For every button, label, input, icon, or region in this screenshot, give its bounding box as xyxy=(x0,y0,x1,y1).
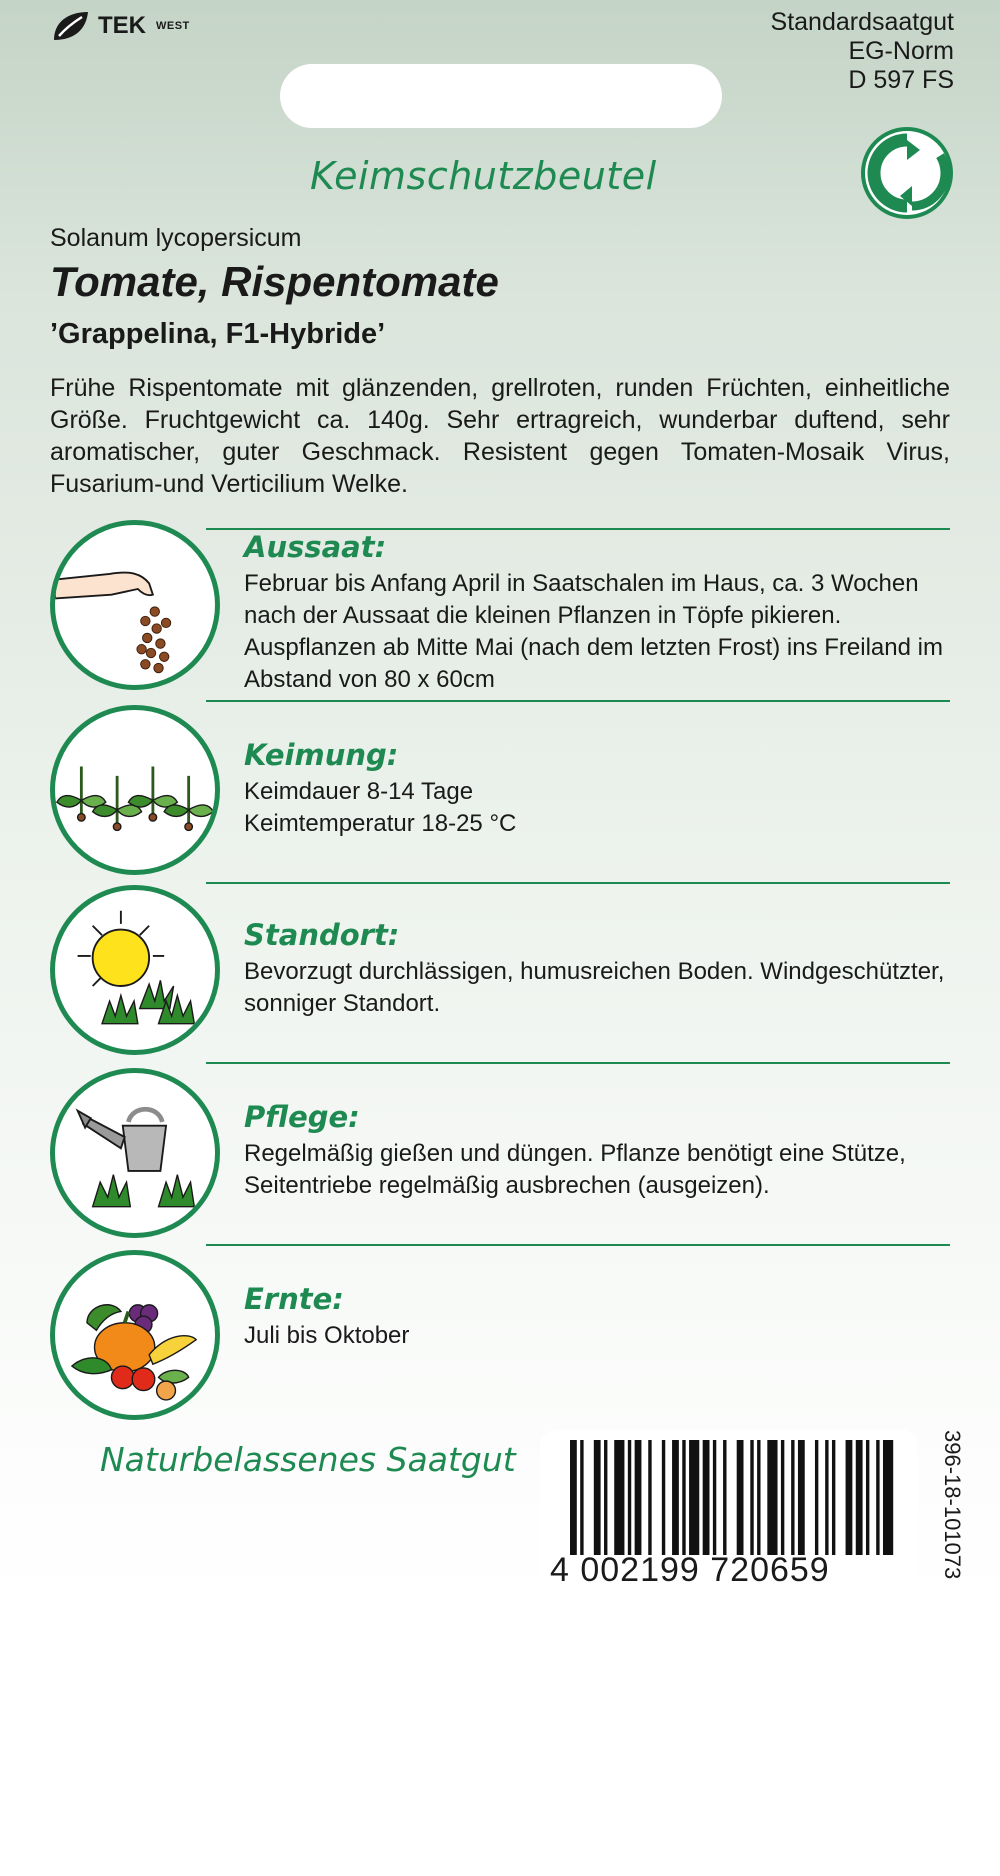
barcode-bar xyxy=(570,1440,577,1555)
barcode-bar xyxy=(635,1440,642,1555)
section-heading-location: Standort: xyxy=(244,918,400,952)
section-text-germination xyxy=(244,776,954,840)
product-title: Tomate, Rispentomate xyxy=(50,258,499,305)
barcode-bar xyxy=(594,1440,601,1555)
section-text-location: Bevorzugt durchlässigen, humusreichen Boden. Windgeschützter, sonniger Standort. xyxy=(244,958,945,1017)
norm-line-2: EG-Norm xyxy=(848,37,954,65)
barcode-bar xyxy=(832,1440,835,1555)
barcode-bar xyxy=(883,1440,893,1555)
barcode-bar xyxy=(866,1440,869,1555)
barcode-bar xyxy=(815,1440,818,1555)
product-description: Frühe Rispentomate mit glänzenden, grellroten, runden Früchten, einheitliche Größe. Fruchtgewicht ca. 140g. Sehr ertragreich, wunderbar duftend, sehr aromatischer, guter Geschmack. Resistent gegen Tomaten-Mosaik Virus, Fusarium-und Verticilium Welke. xyxy=(50,374,950,498)
brand-name: TEK xyxy=(98,12,146,39)
sowing-hand-icon xyxy=(50,520,220,690)
section-heading-harvest: Ernte: xyxy=(244,1282,344,1316)
norm-line-1: Standardsaatgut xyxy=(770,8,954,36)
barcode-bar xyxy=(689,1440,699,1555)
germination-temperature: Keimtemperatur 18-25 °C xyxy=(244,810,517,837)
barcode-bar xyxy=(781,1440,784,1555)
section-divider xyxy=(206,882,950,884)
seed-norm-info xyxy=(771,8,954,95)
barcode-bar xyxy=(750,1440,753,1555)
barcode-bar xyxy=(791,1440,794,1555)
barcode-box xyxy=(540,1430,918,1602)
watering-can-icon xyxy=(50,1068,220,1238)
section-text-sowing: Februar bis Anfang April in Saatschalen im Haus, ca. 3 Wochen nach der Aussaat die kleinen Pflanzen in Töpfe pikieren. Auspflanzen ab Mitte Mai (nach dem letzten Frost) ins Freiland im Abstand von 80 x 60cm xyxy=(244,570,943,693)
barcode-bar xyxy=(737,1440,744,1555)
barcode-bar xyxy=(672,1440,679,1555)
section-heading-germination: Keimung: xyxy=(244,738,399,772)
section-divider xyxy=(206,700,950,702)
norm-line-3: D 597 FS xyxy=(848,66,954,94)
germination-duration: Keimdauer 8-14 Tage xyxy=(244,778,474,805)
barcode-bar xyxy=(876,1440,879,1555)
section-divider xyxy=(206,1244,950,1246)
barcode-bar xyxy=(703,1440,710,1555)
barcode-icon xyxy=(570,1440,900,1555)
sun-plants-icon xyxy=(50,885,220,1055)
natural-seed-slogan: Naturbelassenes Saatgut xyxy=(100,1440,516,1479)
blank-label-field xyxy=(280,64,722,128)
barcode-bar xyxy=(648,1440,651,1555)
barcode-bar xyxy=(580,1440,583,1555)
barcode-bar xyxy=(825,1440,828,1555)
section-text-care: Regelmäßig gießen und düngen. Pflanze benötigt eine Stütze, Seitentriebe regelmäßig ausbrechen (ausgeizen). xyxy=(244,1140,906,1199)
article-code-text: 396-18-101073 xyxy=(940,1430,965,1580)
section-heading-care: Pflege: xyxy=(244,1100,360,1134)
germ-protection-bag-label: Keimschutzbeutel xyxy=(310,154,657,198)
barcode-bar xyxy=(856,1440,863,1555)
section-divider xyxy=(206,1062,950,1064)
barcode-bar xyxy=(682,1440,685,1555)
leaf-logo-icon xyxy=(50,10,90,42)
barcode-bar xyxy=(604,1440,607,1555)
section-text-harvest: Juli bis Oktober xyxy=(244,1322,410,1349)
harvest-vegetables-icon xyxy=(50,1250,220,1420)
brand-logo xyxy=(50,10,190,42)
barcode-bar xyxy=(757,1440,760,1555)
variety-name: ’Grappelina, F1-Hybride’ xyxy=(50,318,386,350)
brand-sub: WEST xyxy=(156,20,190,32)
barcode-number: 4 002199 720659 xyxy=(550,1551,830,1589)
barcode-bar xyxy=(614,1440,624,1555)
barcode-bar xyxy=(723,1440,726,1555)
barcode-bar xyxy=(767,1440,777,1555)
latin-name: Solanum lycopersicum xyxy=(50,224,302,252)
article-code xyxy=(933,1430,969,1630)
barcode-bar xyxy=(713,1440,716,1555)
barcode-bar xyxy=(846,1440,853,1555)
seedlings-icon xyxy=(50,705,220,875)
barcode-bar xyxy=(662,1440,665,1555)
section-heading-sowing: Aussaat: xyxy=(244,530,387,564)
barcode-bar xyxy=(798,1440,805,1555)
green-dot-recycling-icon xyxy=(860,126,954,220)
barcode-bar xyxy=(628,1440,631,1555)
